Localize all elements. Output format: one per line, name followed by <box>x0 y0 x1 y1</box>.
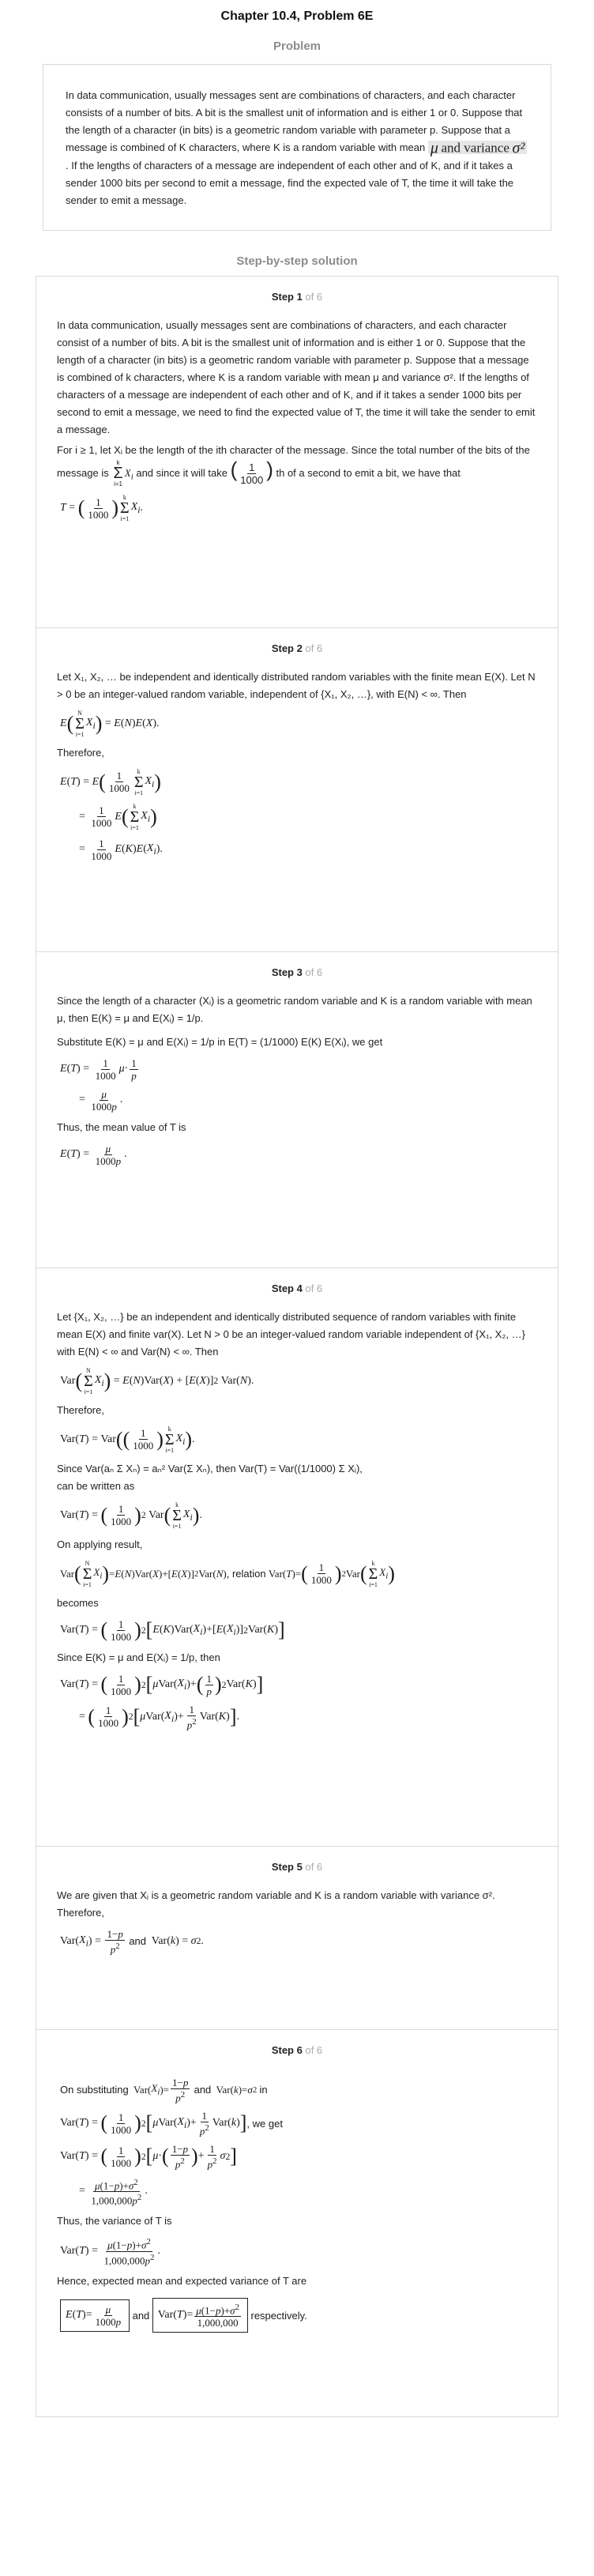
equation: Var( T ) = ( $\frac{1}{1000}$ ) 2 [ E ( K )Var( $X_i$ )+[ E ( $X_i$ )] 2 Var( K ) ] <box>60 1618 285 1643</box>
page-title: Chapter 10.4, Problem 6E <box>220 9 374 23</box>
problem-box <box>43 64 551 231</box>
step-4-paragraph: Let {X₁, X₂, …} be an independent and identically distributed sequence of random variables with finite mean E(X) and finite var(X). Let N > 0 be an integer-valued random variable independent of {X₁, X₂, …} with E(N) < ∞ and Var(N) < ∞. Then <box>57 1310 525 1358</box>
substituting-text: On substituting <box>60 2084 129 2096</box>
step-4-therefore: Therefore, <box>57 1403 104 1416</box>
equation: Var( $X_i$ ) = $\frac{1-p}{p^2}$ and Var( k ) = σ 2 . <box>60 1927 204 1955</box>
final-answer <box>60 2298 537 2333</box>
equation: E ( T ) = $\frac{1}{1000}$ μ · $\frac{1}{p}$ <box>60 1056 137 1082</box>
step-3-substitute: Substitute E(K) = μ and E(Xᵢ) = 1/p in E(T) = (1/1000) E(K) E(Xᵢ), we get <box>57 1035 383 1048</box>
and-text: and <box>132 2309 150 2322</box>
in-text: in <box>259 2084 268 2096</box>
step-1-paragraph: In data communication, usually messages sent are combinations of characters, and each character consist of a number of bits. A bit is the smallest unit of information and is either 1 or 0. Suppose that the length of a character (in bits) is a geometric random variable with parameter p. Suppose that a message is combined of k characters, where K is a random variable with mean μ and variance σ². If the lengths of characters of a message are independent of each other and of K, and if it takes a sender 1000 bits per second to emit a message, we need to find the expected value of T, the time it will take the sender to emit a message. <box>57 318 536 435</box>
step-5-therefore: Therefore, <box>57 1906 104 1919</box>
mu-symbol: μ <box>430 139 438 157</box>
step-4 <box>36 1267 558 1846</box>
equation: Var( T ) = ( $\frac{1}{1000}$ ) 2 Var ( k Σ i=1 $X_i$ ) . <box>60 1501 202 1530</box>
problem-text-after: . If the lengths of characters of a message are independent of each other and of K, and if it takes a sender 1000 bits per second to emit a message, find the expected vale of T, the time it will take the sender to emit a message. <box>66 159 514 206</box>
step-4-since-2: Since E(K) = μ and E(Xᵢ) = 1/p, then <box>57 1651 220 1663</box>
step-number: Step 3 <box>271 966 303 978</box>
step-6-hence: Hence, expected mean and expected variance of T are <box>57 2274 307 2287</box>
equation: = $\frac{\mu(1-p)+\sigma^2}{1,000,000p^2}$ . <box>79 2177 148 2207</box>
equation: On substituting Var( $X_i$ )= $\frac{1-p}{p^2}$ and Var( k )= σ 2 in <box>60 2076 268 2103</box>
step-5-paragraph: We are given that Xᵢ is a geometric random variable and K is a random variable with variance σ². <box>57 1889 495 1901</box>
solution-section-label: Step-by-step solution <box>236 254 358 268</box>
and-text: and <box>129 1935 147 1948</box>
step-4-becomes: becomes <box>57 1596 99 1609</box>
sigma-squared-symbol: σ² <box>512 139 525 157</box>
step-number: Step 5 <box>271 1860 303 1873</box>
equation: Var( T ) = ( $\frac{1}{1000}$ ) 2 [ μ · ( $\frac{1-p}{p^2}$ ) + $\frac{1}{p^2}$ σ 2 ] <box>60 2143 237 2171</box>
equation: = $\frac{\mu}{1000p}$ . <box>79 1087 123 1113</box>
step-6 <box>36 2029 558 2416</box>
and-variance-text: and variance <box>441 140 509 156</box>
equation: = $\frac{1}{1000}$ E ( K ) E ( $X_i$ ). <box>79 837 163 862</box>
step-of: of 6 <box>305 2043 323 2056</box>
equation: Var( T ) = ( $\frac{1}{1000}$ ) 2 [ μ Var( $X_i$ )+ ( $\frac{1}{p}$ ) 2 Var( K ) ] <box>60 1672 264 1697</box>
step-2-therefore: Therefore, <box>57 746 104 759</box>
boxed-mean: E ( T )= $\frac{\mu}{1000p}$ <box>60 2299 130 2332</box>
step-5 <box>36 1846 558 2029</box>
step-heading <box>57 277 537 303</box>
step-heading <box>57 1847 537 1873</box>
step-number: Step 1 <box>271 290 303 303</box>
step-number: Step 6 <box>271 2043 303 2056</box>
step-of: of 6 <box>305 290 323 303</box>
step-6-thus: Thus, the variance of T is <box>57 2215 172 2228</box>
relation-text: , relation <box>226 1568 266 1580</box>
problem-section-label: Problem <box>273 40 321 53</box>
equation: = $\frac{1}{1000}$ E ( k Σ i=1 $X_i$ ) <box>79 802 157 831</box>
equation: Var( T ) = $\frac{\mu(1-p)+\sigma^2}{1,000,000p^2}$ . <box>60 2237 160 2266</box>
step-heading <box>57 952 537 978</box>
and-text: and <box>194 2084 212 2096</box>
equation: E ( T ) = $\frac{\mu}{1000p}$ . <box>60 1142 127 1167</box>
we-get-text: , we get <box>246 2117 283 2130</box>
respectively-text: respectively. <box>250 2309 307 2322</box>
step-of: of 6 <box>305 1282 323 1294</box>
equation: Var( T ) = ( $\frac{1}{1000}$ ) 2 [ μ Var( $X_i$ )+ $\frac{1}{p^2}$ Var( k ) ] , we get <box>60 2109 283 2137</box>
step-4-since: Since Var(aₙ Σ Xₙ) = aₙ² Var(Σ Xₙ), then Var(T) = Var((1/1000) Σ Xᵢ), <box>57 1462 363 1474</box>
step-3-paragraph: Since the length of a character (Xᵢ) is a geometric random variable and K is a random variable with mean μ, then E(K) = μ and E(Xᵢ) = 1/p. <box>57 994 532 1024</box>
step-number: Step 4 <box>271 1282 303 1294</box>
step-number: Step 2 <box>271 642 303 654</box>
boxed-variance: Var( T )= $\frac{\mu(1-p)+\sigma^2}{1,000,000}$ <box>152 2298 248 2333</box>
solution-steps <box>36 276 558 2417</box>
step-heading <box>57 628 537 654</box>
step-1-text-c: th of a second to emit a bit, we have that <box>276 466 461 479</box>
step-heading <box>57 2030 537 2056</box>
equation: E ( N Σ i=1 $X_i$ ) = E ( N ) E ( X ). <box>60 709 160 738</box>
step-2 <box>36 627 558 951</box>
step-4-applying: On applying result, <box>57 1538 143 1550</box>
step-2-paragraph: Let X₁, X₂, … be independent and identically distributed random variables with the finite mean E(X). Let N > 0 be an integer-valued random variable, independent of {X₁, X₂, …}, with E(N) < ∞. Then <box>57 670 536 700</box>
step-1-paragraph-2: For i ≥ 1, let Xᵢ be the length of the ith character of the message. Since the total number of the bits of the message is k Σ i=1 $X_i$ and since it will take ( $\frac{1}{1000}$ ) th of a second to emit a bit, we have that <box>57 443 530 488</box>
step-of: of 6 <box>305 642 323 654</box>
step-heading <box>57 1268 537 1294</box>
step-1 <box>36 277 558 627</box>
problem-math-highlight <box>428 139 528 157</box>
step-1-text-b: and since it will take <box>136 466 227 479</box>
equation: Var ( N Σ i=1 $X_i$ ) = E ( N )Var( X ) + [ E ( X )] 2 Var( N ). <box>60 1366 254 1395</box>
step-4-can-be: can be written as <box>57 1479 135 1492</box>
step-1-text-a: For i ≥ 1, let Xᵢ be the length of the ith character of the message. Since the total number of the bits of the message is <box>57 443 530 479</box>
step-3 <box>36 951 558 1267</box>
problem-text-before: In data communication, usually messages sent are combinations of characters, and each character consists of a number of bits. A bit is the smallest unit of information and is either 1 or 0. Suppose that the length of a character (in bits) is a geometric random variable with parameter p. Suppose that a message is combined of K characters, where K is a random variable with mean <box>66 89 523 153</box>
equation: Var ( N Σ i=1 $X_i$ ) = E ( N )Var( X )+[ E ( X )] 2 Var( N ) , relation Var( T )= ( $\frac{1}{1000}$ ) 2 Var ( k Σ i=1 $X_i$ ) <box>60 1559 395 1588</box>
problem-text <box>66 87 528 209</box>
equation: T = ( $\frac{1}{1000}$ ) k Σ i=1 $X_i$ . <box>60 494 143 523</box>
equation: Var( T ) = Var ( ( $\frac{1}{1000}$ ) k Σ i=1 $X_i$ ) . <box>60 1425 195 1454</box>
step-of: of 6 <box>305 966 323 978</box>
equation: = ( $\frac{1}{1000}$ ) 2 [ μ Var( $X_i$ )+ $\frac{1}{p^2}$ Var( K ) ] . <box>79 1703 239 1731</box>
step-of: of 6 <box>305 1860 323 1873</box>
equation: E ( T ) = E ( $\frac{1}{1000}$ k Σ i=1 $X_i$ ) <box>60 767 161 797</box>
step-3-thus: Thus, the mean value of T is <box>57 1120 186 1133</box>
